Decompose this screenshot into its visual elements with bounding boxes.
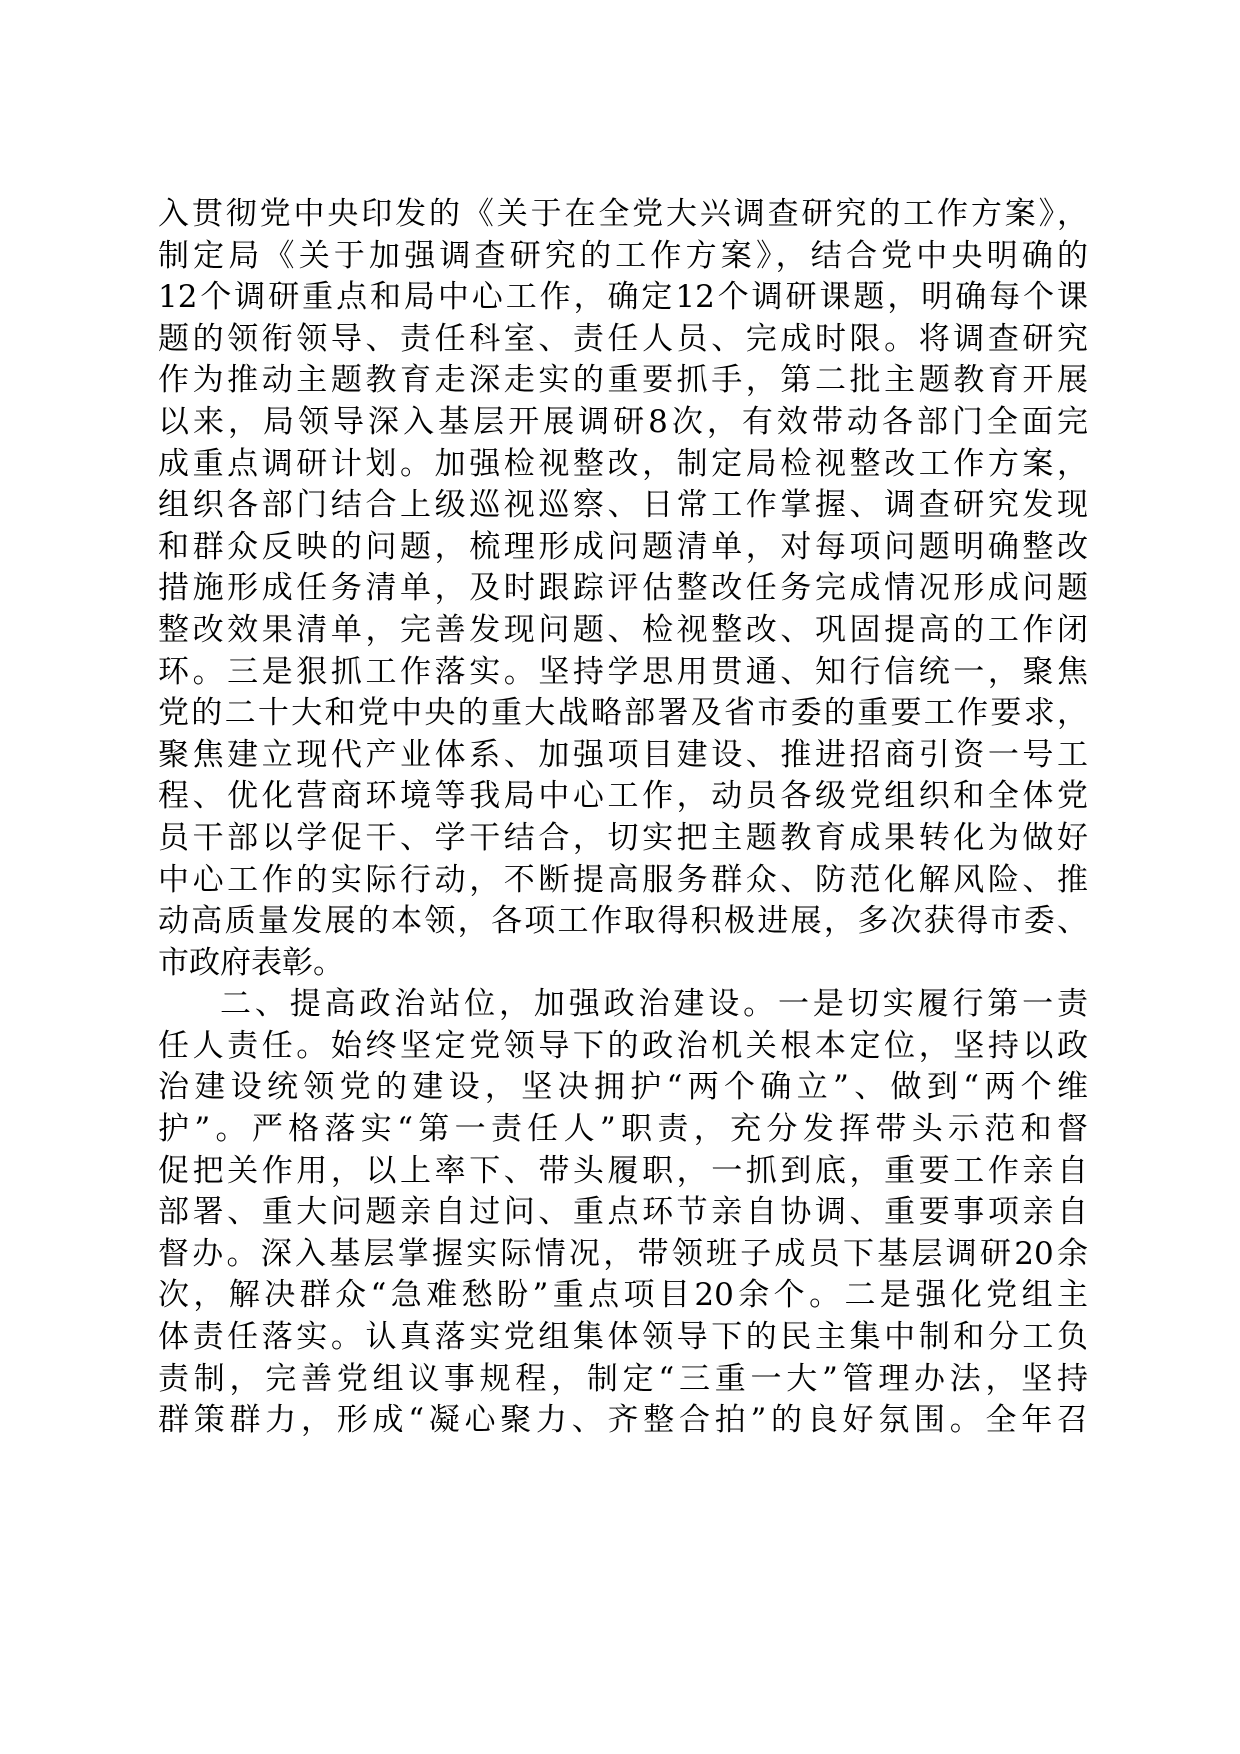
text-line: 题的领衔领导、责任科室、责任人员、完成时限。将调查研究 — [158, 320, 1088, 357]
text-line: 任人责任。始终坚定党领导下的政治机关根本定位，坚持以政 — [158, 1027, 1088, 1064]
text-line: 员干部以学促干、学干结合，切实把主题教育成果转化为做好 — [158, 819, 1088, 856]
text-line: 和群众反映的问题，梳理形成问题清单，对每项问题明确整改 — [158, 528, 1088, 565]
text-line: 聚焦建立现代产业体系、加强项目建设、推进招商引资一号工 — [158, 736, 1088, 773]
text-line: 党的二十大和党中央的重大战略部署及省市委的重要工作要求， — [158, 695, 1088, 732]
text-line: 体责任落实。认真落实党组集体领导下的民主集中制和分工负 — [158, 1319, 1088, 1356]
text-line: 措施形成任务清单，及时跟踪评估整改任务完成情况形成问题 — [158, 570, 1088, 607]
text-line: 中心工作的实际行动，不断提高服务群众、防范化解风险、推 — [158, 861, 1088, 898]
text-line: 整改效果清单，完善发现问题、检视整改、巩固提高的工作闭 — [158, 611, 1088, 648]
text-line: 成重点调研计划。加强检视整改，制定局检视整改工作方案， — [158, 445, 1088, 482]
text-line: 12个调研重点和局中心工作，确定12个调研课题，明确每个课 — [158, 279, 1088, 316]
text-line: 市政府表彰。 — [158, 944, 344, 981]
text-line: 作为推动主题教育走深走实的重要抓手，第二批主题教育开展 — [158, 362, 1088, 399]
body-text — [158, 194, 1088, 1442]
text-line: 程、优化营商环境等我局中心工作，动员各级党组织和全体党 — [158, 778, 1088, 815]
text-line: 群策群力，形成“凝心聚力、齐整合拍”的良好氛围。全年召 — [158, 1402, 1088, 1439]
text-line: 责制，完善党组议事规程，制定“三重一大”管理办法，坚持 — [158, 1360, 1088, 1397]
text-line: 治建设统领党的建设，坚决拥护“两个确立”、做到“两个维 — [158, 1069, 1088, 1106]
text-line: 制定局《关于加强调查研究的工作方案》，结合党中央明确的 — [158, 237, 1088, 274]
section-heading-line: 二、提高政治站位，加强政治建设。一是切实履行第一责 — [220, 986, 1088, 1023]
text-line: 督办。深入基层掌握实际情况，带领班子成员下基层调研20余 — [158, 1235, 1088, 1272]
text-line: 动高质量发展的本领，各项工作取得积极进展，多次获得市委、 — [158, 903, 1088, 940]
text-line: 次，解决群众“急难愁盼”重点项目20余个。二是强化党组主 — [158, 1277, 1088, 1314]
text-line: 入贯彻党中央印发的《关于在全党大兴调查研究的工作方案》， — [158, 196, 1088, 232]
text-line: 以来，局领导深入基层开展调研8次，有效带动各部门全面完 — [158, 403, 1088, 440]
text-line: 组织各部门结合上级巡视巡察、日常工作掌握、调查研究发现 — [158, 487, 1088, 524]
text-line: 部署、重大问题亲自过问、重点环节亲自协调、重要事项亲自 — [158, 1194, 1088, 1231]
text-line: 护”。严格落实“第一责任人”职责，充分发挥带头示范和督 — [158, 1111, 1088, 1148]
text-line: 促把关作用，以上率下、带头履职，一抓到底，重要工作亲自 — [158, 1152, 1088, 1189]
text-line: 环。三是狠抓工作落实。坚持学思用贯通、知行信统一，聚焦 — [158, 653, 1088, 690]
